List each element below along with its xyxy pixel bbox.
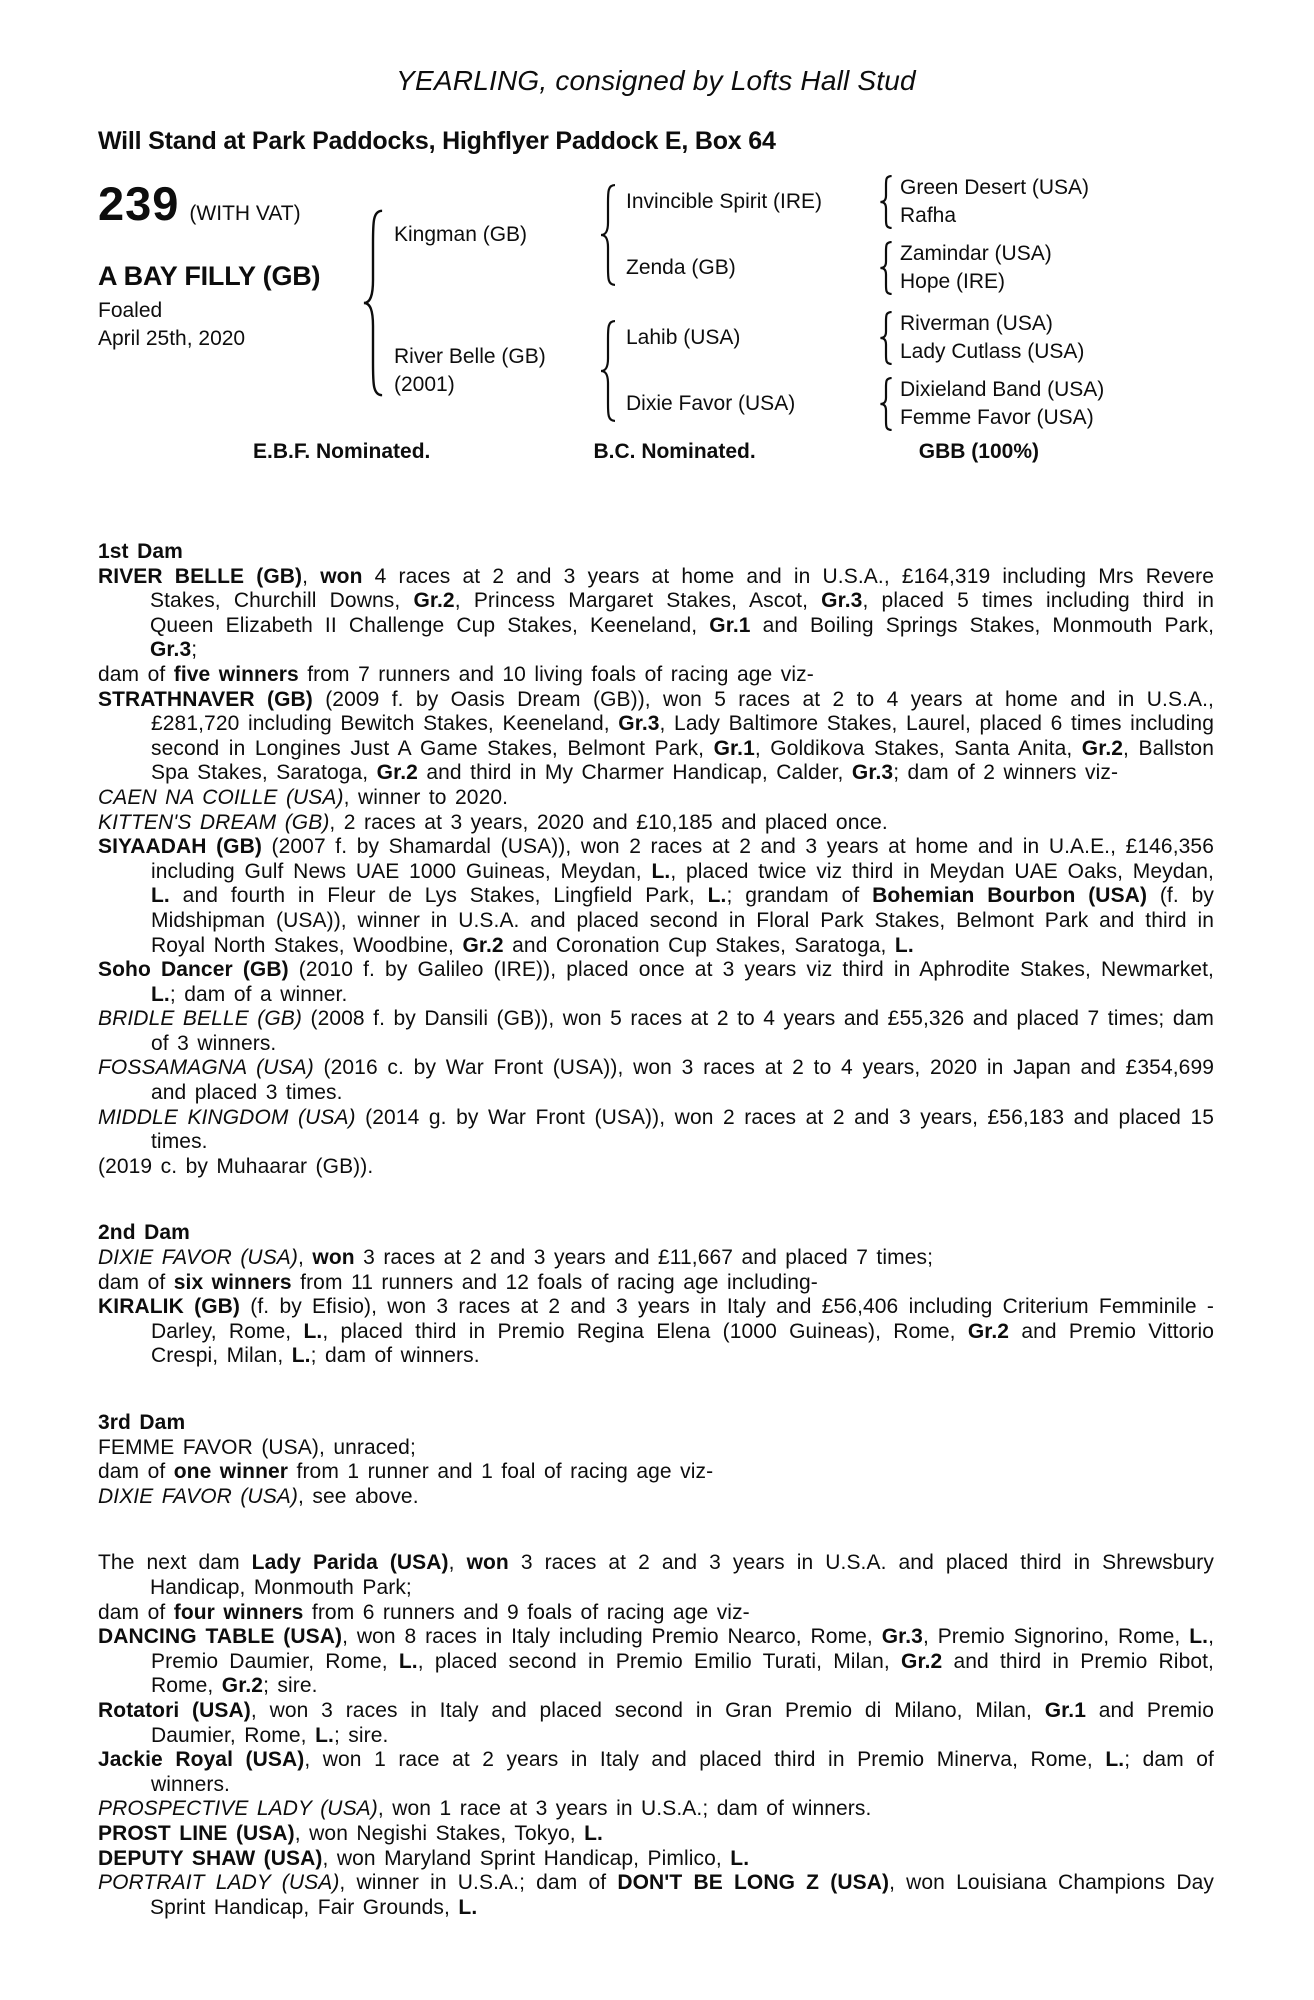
lot-number: 239 [98, 177, 180, 230]
lot-row [98, 176, 360, 231]
kittens-dream-entry: KITTEN'S DREAM (GB), 2 races at 3 years, 2020 and £10,185 and placed once. [98, 810, 888, 834]
great-grandparent: Femme Favor (USA) [900, 406, 1094, 429]
lady-parida-entry: The next dam Lady Parida (USA), won 3 races at 2 and 3 years in U.S.A. and placed third in Shrewsbury Handicap, Monmouth Park; [98, 1551, 1214, 1599]
section-heading: 3rd Dam [98, 1411, 186, 1434]
lot-info [98, 174, 360, 352]
nominations-row [98, 440, 1214, 464]
foaled-label: Foaled [98, 299, 163, 322]
middle-kingdom-entry: MIDDLE KINGDOM (USA) (2014 g. by War Front (USA)), won 2 races at 2 and 3 years, £56,183 and placed 15 times. [98, 1105, 1215, 1154]
dam-name-line: River Belle (GB) [394, 345, 546, 368]
dixie-favor-entry: DIXIE FAVOR (USA), won 3 races at 2 and 3 years and £11,667 and placed 7 times; [98, 1246, 934, 1270]
lady-parida-produce-line: dam of four winners from 6 runners and 9 foals of racing age viz- [98, 1600, 750, 1624]
muhaarar-2019-entry: (2019 c. by Muhaarar (GB)). [98, 1154, 374, 1178]
pedigree-block [98, 174, 1214, 432]
horse-name: A BAY FILLY (GB) [98, 261, 321, 291]
granddam-brace [878, 241, 894, 295]
river-belle-entry: RIVER BELLE (GB), won 4 races at 2 and 3 years at home and in U.S.A., £164,319 including Mrs Revere Stakes, Churchill Downs, Gr.2, Princess Margaret Stakes, Ascot, Gr.3, placed 5 times including third in Queen Elizabeth II Challenge Cup Stakes, Keeneland, Gr.1 and Boiling Springs Stakes, Monmouth Park, Gr.3; [98, 564, 1214, 662]
femme-favor-produce-line: dam of one winner from 1 runner and 1 foal of racing age viz- [98, 1460, 714, 1484]
section-3rd-dam [98, 1411, 1214, 1509]
grandsire-entry [626, 174, 1089, 230]
grandsire-name: Invincible Spirit (IRE) [626, 190, 823, 213]
great-grandparent: Hope (IRE) [900, 270, 1006, 293]
vat-note: (WITH VAT) [189, 202, 301, 225]
great-grandparent: Lady Cutlass (USA) [900, 340, 1085, 363]
damsire-entry [626, 310, 1104, 366]
caen-na-coille-entry: CAEN NA COILLE (USA), winner to 2020. [98, 785, 509, 809]
river-belle-produce-line: dam of five winners from 7 runners and 10 living foals of racing age viz- [98, 662, 814, 686]
granddam-entry [626, 240, 1089, 296]
dixie-favor-produce-line: dam of six winners from 11 runners and 12 foals of racing age including- [98, 1270, 818, 1294]
section-next-dam [98, 1551, 1214, 1920]
femme-favor-entry: FEMME FAVOR (USA), unraced; [98, 1435, 416, 1459]
damsire-brace [878, 311, 894, 365]
damsire-name: Lahib (USA) [626, 326, 741, 349]
great-grandparent: Green Desert (USA) [900, 176, 1090, 199]
second-dam-name: Dixie Favor (USA) [626, 392, 796, 415]
fossamagna-entry: FOSSAMAGNA (USA) (2016 c. by War Front (USA)), won 3 races at 2 to 4 years, 2020 in Japan and £354,699 and placed 3 times. [98, 1056, 1214, 1105]
ebf-nominated-label: E.B.F. Nominated. [253, 440, 431, 463]
portrait-lady-entry: PORTRAIT LADY (USA), winner in U.S.A.; dam of DON'T BE LONG Z (USA), won Louisiana Champions Day Sprint Handicap, Fair Grounds, L. [98, 1871, 1214, 1919]
pedigree-brace-main [360, 207, 386, 399]
second-dam-entry [626, 376, 1104, 432]
foaled-date: April 25th, 2020 [98, 327, 246, 350]
dixie-favor-ref: DIXIE FAVOR (USA), see above. [98, 1484, 419, 1508]
dam-block [394, 310, 1104, 432]
kiralik-entry: KIRALIK (GB) (f. by Efisio), won 3 races at 2 and 3 years in Italy and £56,406 including Criterium Femminile - Darley, Rome, L., placed third in Premio Regina Elena (1000 Guineas), Rome, Gr.2 and Premio Vittorio Crespi, Milan, L.; dam of winners. [98, 1295, 1215, 1368]
siyaadah-entry: SIYAADAH (GB) (2007 f. by Shamardal (USA)), won 2 races at 2 and 3 years at home and in U.A.E., £146,356 including Gulf News UAE 1000 Guineas, Meydan, L., placed twice viz third in Meydan UAE Oaks, Meydan, L. and fourth in Fleur de Lys Stakes, Lingfield Park, L.; grandam of Bohemian Bourbon (USA) (f. by Midshipman (USA)), winner in U.S.A. and placed second in Floral Park Stakes, Belmont Park and third in Royal North Stakes, Woodbine, Gr.2 and Coronation Cup Stakes, Saratoga, L. [98, 835, 1214, 957]
stand-location: Will Stand at Park Paddocks, Highflyer Paddock E, Box 64 [98, 127, 776, 155]
strathnaver-entry: STRATHNAVER (GB) (2009 f. by Oasis Dream (GB)), won 5 races at 2 to 4 years at home and in U.S.A., £281,720 including Bewitch Stakes, Keeneland, Gr.3, Lady Baltimore Stakes, Laurel, placed 6 times including second in Longines Just A Game Stakes, Belmont Park, Gr.1, Goldikova Stakes, Santa Anita, Gr.2, Ballston Spa Stakes, Saratoga, Gr.2 and third in My Charmer Handicap, Calder, Gr.3; dam of 2 winners viz- [98, 687, 1214, 785]
great-grandparent: Zamindar (USA) [900, 242, 1052, 265]
catalogue-text [98, 540, 1214, 1920]
soho-dancer-entry: Soho Dancer (GB) (2010 f. by Galileo (IRE)), placed once at 3 years viz third in Aphrodite Stakes, Newmarket, L.; dam of a winner. [98, 958, 1214, 1006]
great-grandparent: Dixieland Band (USA) [900, 378, 1105, 401]
sire-block [394, 174, 1104, 296]
section-2nd-dam [98, 1221, 1214, 1369]
section-heading: 1st Dam [98, 540, 183, 563]
dam-name [394, 343, 598, 399]
great-grandparent: Riverman (USA) [900, 312, 1053, 335]
grandsire-brace [878, 175, 894, 229]
sire-name: Kingman (GB) [394, 223, 528, 246]
deputy-shaw-entry: DEPUTY SHAW (USA), won Maryland Sprint Handicap, Pimlico, L. [98, 1846, 750, 1870]
dam-year-line: (2001) [394, 373, 455, 396]
section-heading: 2nd Dam [98, 1221, 190, 1245]
granddam-name: Zenda (GB) [626, 256, 736, 279]
section-1st-dam [98, 540, 1214, 1179]
rotatori-entry: Rotatori (USA), won 3 races in Italy and placed second in Gran Premio di Milano, Milan, Gr.1 and Premio Daumier, Rome, L.; sire. [98, 1698, 1214, 1747]
sire-brace [598, 183, 618, 287]
pedigree-tree [360, 174, 1104, 432]
bc-nominated-label: B.C. Nominated. [593, 440, 756, 463]
dancing-table-entry: DANCING TABLE (USA), won 8 races in Italy including Premio Nearco, Rome, Gr.3, Premio Signorino, Rome, L., Premio Daumier, Rome, L., placed second in Premio Emilio Turati, Milan, Gr.2 and third in Premio Ribot, Rome, Gr.2; sire. [98, 1625, 1214, 1698]
great-grandparent: Rafha [900, 204, 957, 227]
page-title: YEARLING, consigned by Lofts Hall Stud [396, 65, 916, 96]
dam-brace [598, 319, 618, 423]
second-dam-brace [878, 377, 894, 431]
bridle-belle-entry: BRIDLE BELLE (GB) (2008 f. by Dansili (GB)), won 5 races at 2 to 4 years and £55,326 and placed 7 times; dam of 3 winners. [98, 1007, 1214, 1055]
jackie-royal-entry: Jackie Royal (USA), won 1 race at 2 years in Italy and placed third in Premio Minerva, Rome, L.; dam of winners. [98, 1748, 1214, 1796]
prost-line-entry: PROST LINE (USA), won Negishi Stakes, Tokyo, L. [98, 1821, 603, 1845]
gbb-label: GBB (100%) [918, 440, 1039, 463]
prospective-lady-entry: PROSPECTIVE LADY (USA), won 1 race at 3 years in U.S.A.; dam of winners. [98, 1797, 872, 1821]
